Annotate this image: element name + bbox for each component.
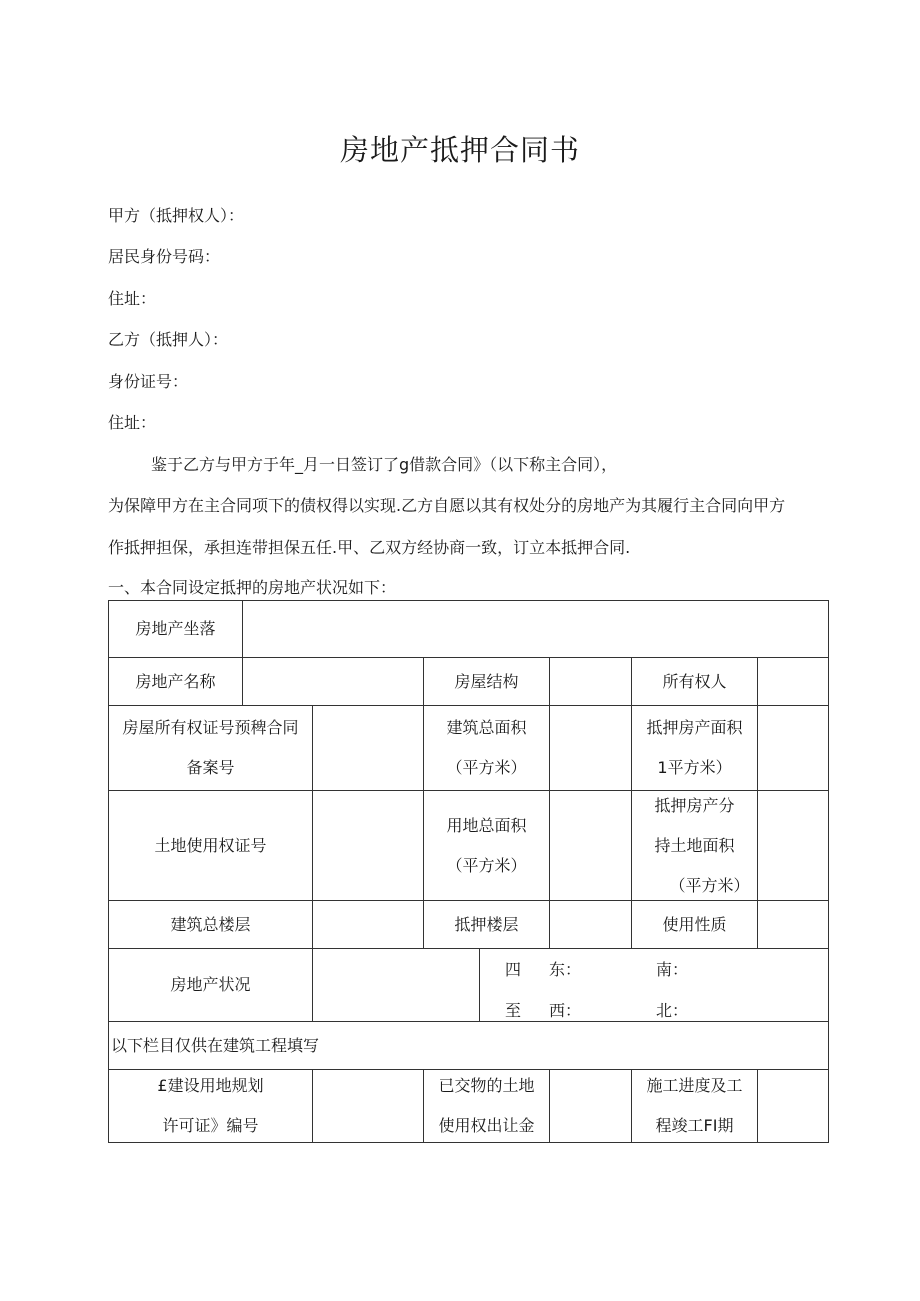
land-cert-label: 土地使用权证号	[108, 790, 313, 901]
document-title: 房地产抵押合同书	[339, 133, 580, 167]
preamble-line-1: 鉴于乙方与甲方于年_月一日签订了g借款合同》（以下称主合同），	[151, 455, 618, 474]
land-area-label: 用地总面积 （平方米）	[423, 790, 550, 901]
status-label: 房地产状况	[108, 948, 313, 1022]
name-label: 房地产名称	[108, 657, 243, 706]
party-a-id-field: 居民身份号码：	[108, 247, 221, 266]
land-fee-value	[549, 1069, 632, 1143]
land-share-label: 抵押房产分 持土地面积 （平方米）	[631, 790, 758, 901]
party-a-field: 甲方（抵押权人）：	[108, 206, 245, 225]
party-b-field: 乙方（抵押人）：	[108, 330, 229, 349]
progress-value	[757, 1069, 829, 1143]
location-label: 房地产坐落	[108, 600, 243, 658]
party-b-address-field: 住址：	[108, 413, 157, 432]
cert-value	[312, 705, 424, 791]
section-1-heading: 一、本合同设定抵押的房地产状况如下：	[108, 578, 397, 597]
land-cert-value	[312, 790, 424, 901]
cert-label: 房屋所有权证号预稗合同 备案号	[108, 705, 313, 791]
mortgage-floor-label: 抵押楼层	[423, 900, 550, 949]
total-area-label: 建筑总面积 （平方米）	[423, 705, 550, 791]
progress-label: 施工进度及工 程竣工FI期	[631, 1069, 758, 1143]
mortgage-area-label: 抵押房产面积 1平方米）	[631, 705, 758, 791]
north-boundary: 北：	[656, 1001, 689, 1020]
name-value	[242, 657, 424, 706]
party-a-address-field: 住址：	[108, 289, 157, 308]
land-fee-label: 已交物的土地 使用权出让金	[423, 1069, 550, 1143]
construction-note: 以下栏目仅供在建筑工程填写	[108, 1021, 829, 1070]
usage-value	[757, 900, 829, 949]
total-floors-value	[312, 900, 424, 949]
usage-label: 使用性质	[631, 900, 758, 949]
owner-label: 所有权人	[631, 657, 758, 706]
land-area-value	[549, 790, 632, 901]
owner-value	[757, 657, 829, 706]
total-area-value	[549, 705, 632, 791]
south-boundary: 南：	[656, 960, 689, 979]
boundaries-cell	[479, 948, 829, 1022]
preamble-line-2: 为保障甲方在主合同项下的债权得以实现.乙方自愿以其有权处分的房地产为其履行主合同向甲方	[108, 496, 786, 515]
boundaries-label-2: 至	[505, 1001, 522, 1020]
total-floors-label: 建筑总楼层	[108, 900, 313, 949]
west-boundary: 西：	[549, 1001, 582, 1020]
location-value	[242, 600, 829, 658]
preamble-line-3: 作抵押担保，承担连带担保五任.甲、乙双方经协商一致，订立本抵押合同.	[108, 538, 631, 557]
party-b-id-field: 身份证号：	[108, 372, 189, 391]
status-value	[312, 948, 480, 1022]
boundaries-label-1: 四	[505, 960, 522, 979]
structure-label: 房屋结构	[423, 657, 550, 706]
land-share-value	[757, 790, 829, 901]
mortgage-area-value	[757, 705, 829, 791]
plan-permit-value	[312, 1069, 424, 1143]
plan-permit-label: £建设用地规划 许可证》编号	[108, 1069, 313, 1143]
east-boundary: 东：	[549, 960, 582, 979]
mortgage-floor-value	[549, 900, 632, 949]
structure-value	[549, 657, 632, 706]
